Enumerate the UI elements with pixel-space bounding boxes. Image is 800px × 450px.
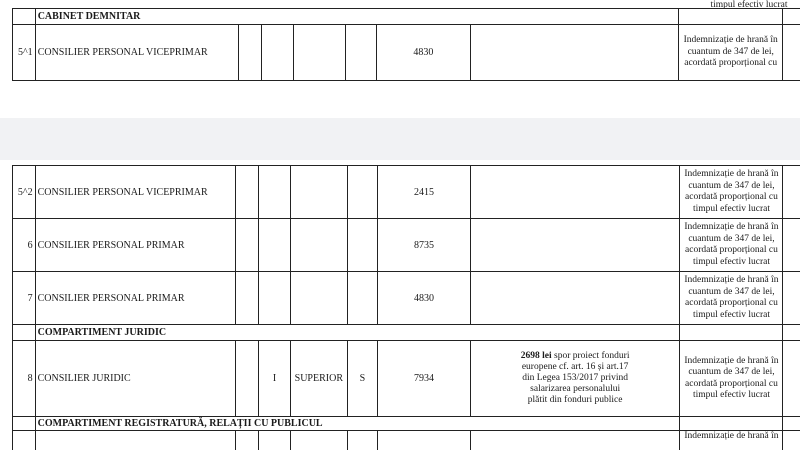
job-title: CONSILIER PERSONAL VICEPRIMAR — [35, 166, 236, 219]
benefit: Indemnizație de hrană în — [680, 431, 783, 450]
benefit: Indemnizație de hrană în cuantum de 347 de lei, acordată proporțional cu — [679, 25, 783, 81]
table-row — [13, 166, 800, 219]
salary: 2415 — [378, 166, 471, 219]
table-row — [13, 272, 800, 325]
row-number: 7 — [13, 272, 36, 325]
benefit: Indemnizație de hrană în cuantum de 347 de lei, acordată proporțional cu timpul efectiv lucrat — [680, 166, 783, 219]
page-gap — [0, 118, 800, 160]
row-number: 8 — [13, 341, 36, 417]
section-row — [13, 325, 800, 341]
bonus-note: 2698 lei spor proiect fonduri europene cf. art. 16 și art.17 din Legea 153/2017 privind salarizarea personalului plătit din fonduri publice — [470, 341, 680, 417]
job-title: CONSILIER PERSONAL PRIMAR — [35, 219, 236, 272]
section-title: COMPARTIMENT REGISTRATURĂ, RELAȚII CU PUBLICUL — [35, 417, 680, 431]
salary: 4830 — [376, 25, 470, 81]
row-number: 6 — [13, 219, 36, 272]
section-row — [13, 417, 800, 431]
staff-table-page-1 — [12, 8, 800, 81]
table-row — [13, 25, 800, 81]
table-row — [13, 219, 800, 272]
row-number: 5^2 — [13, 166, 36, 219]
table-row — [13, 431, 800, 450]
section-row — [13, 9, 800, 25]
job-title: CONSILIER PERSONAL VICEPRIMAR — [35, 25, 238, 81]
table-row — [13, 341, 800, 417]
grade: SUPERIOR — [291, 341, 348, 417]
job-title: CONSILIER JURIDIC — [35, 341, 236, 417]
benefit: Indemnizație de hrană în cuantum de 347 de lei, acordată proporțional cu timpul efectiv lucrat — [680, 272, 783, 325]
section-title: CABINET DEMNITAR — [35, 9, 679, 25]
page-1 — [0, 0, 800, 118]
page-2 — [0, 160, 800, 450]
class: I — [258, 341, 290, 417]
studies: S — [347, 341, 378, 417]
salary: 7934 — [378, 341, 471, 417]
salary: 8735 — [378, 219, 471, 272]
section-title: COMPARTIMENT JURIDIC — [35, 325, 680, 341]
row-number: 5^1 — [13, 25, 36, 81]
benefit: Indemnizație de hrană în cuantum de 347 de lei, acordată proporțional cu timpul efectiv lucrat — [680, 219, 783, 272]
salary: 4830 — [378, 272, 471, 325]
job-title: CONSILIER PERSONAL PRIMAR — [35, 272, 236, 325]
benefit: Indemnizație de hrană în cuantum de 347 de lei, acordată proporțional cu timpul efectiv lucrat — [680, 341, 783, 417]
staff-table-page-2 — [12, 165, 800, 450]
previous-benefit-tail: timpul efectiv lucrat — [710, 0, 788, 10]
